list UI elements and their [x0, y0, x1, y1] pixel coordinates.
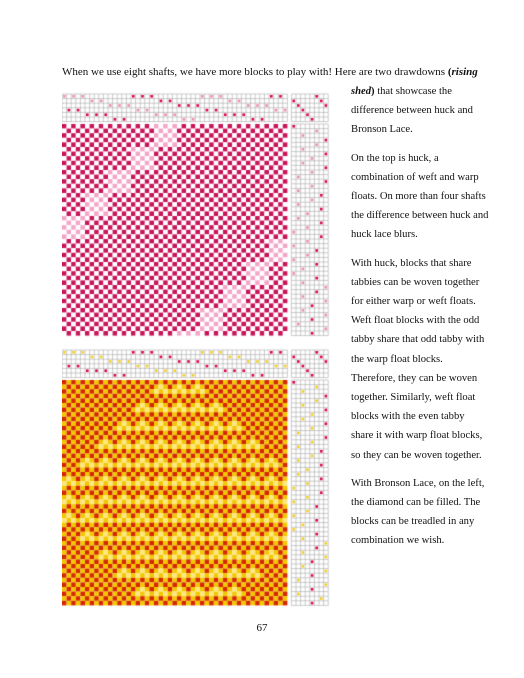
- intro-paragraph: [62, 64, 482, 80]
- bronson-lace-drawdown: [62, 348, 342, 608]
- side-paragraph-2: On the top is huck, a combination of weft and warp floats. On more than four shafts the difference between huck and huck lace blurs.: [351, 152, 489, 241]
- intro-text-start: When we use eight shafts, we have more blocks to play with! Here are two drawdowns: [62, 66, 448, 78]
- shed-line: shed) that showcase the: [351, 86, 452, 97]
- side-paragraph-3: With huck, blocks that share tabbies can be woven together for either warp or weft floats. Weft float blocks with the odd tabby share that odd tabby with the warp float blocks. Therefore, they can be woven together. Similarly, weft float blocks with the even tabby share it with warp float blocks, so they can be woven together.: [351, 257, 485, 461]
- huck-drawdown: [62, 92, 342, 342]
- side-paragraph-4: With Bronson Lace, on the left, the diamond can be filled. The blocks can be treadled in any combination we wish.: [351, 477, 485, 547]
- huck-drawdown-canvas: [62, 92, 342, 342]
- bronson-drawdown-canvas: [62, 348, 342, 608]
- side-paragraph-1: difference between huck and Bronson Lace.: [351, 105, 473, 136]
- side-column: [351, 82, 489, 560]
- page-number: 67: [256, 622, 268, 634]
- intro-emphasis: (rising: [447, 66, 478, 78]
